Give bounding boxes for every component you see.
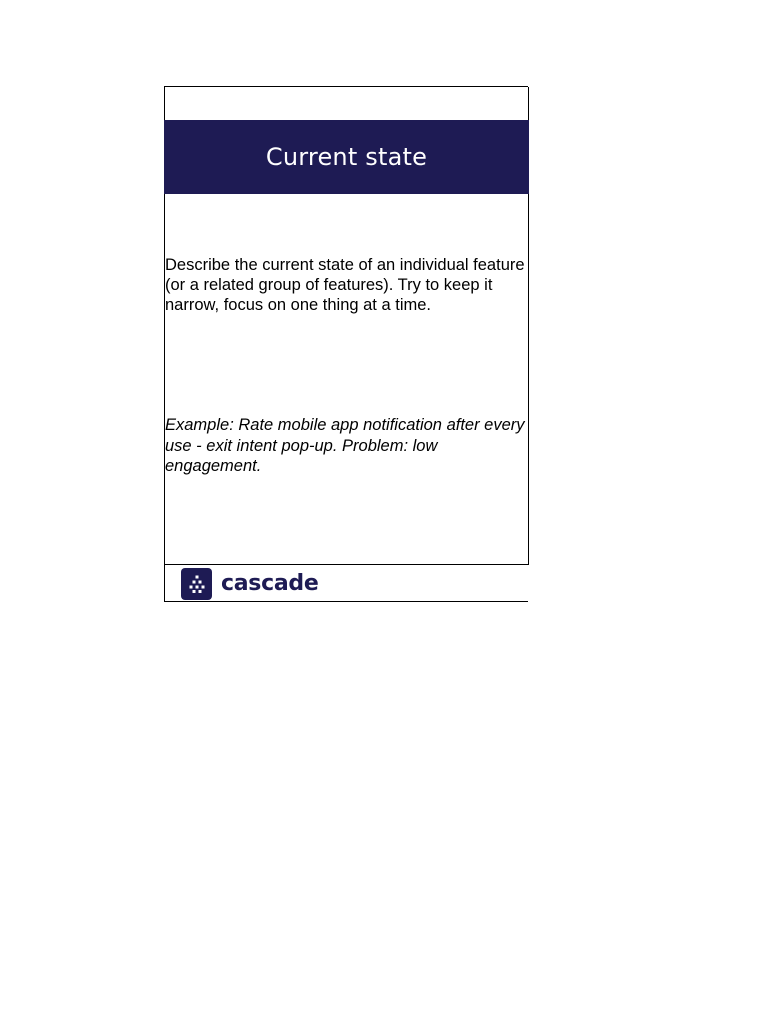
card-header (164, 120, 529, 194)
current-state-card (164, 86, 528, 602)
card-title: Current state (265, 143, 428, 171)
card-body (165, 87, 529, 565)
card-example: Example: Rate mobile app notification after every use - exit intent pop-up. Problem: low engagement. (165, 416, 525, 475)
cascade-logo-text: cascade (221, 571, 319, 596)
card-description: Describe the current state of an individual feature (or a related group of features). Try to keep it narrow, focus on one thing at a time. (165, 256, 525, 314)
card-footer (165, 565, 528, 602)
cascade-logo-icon (181, 568, 212, 600)
